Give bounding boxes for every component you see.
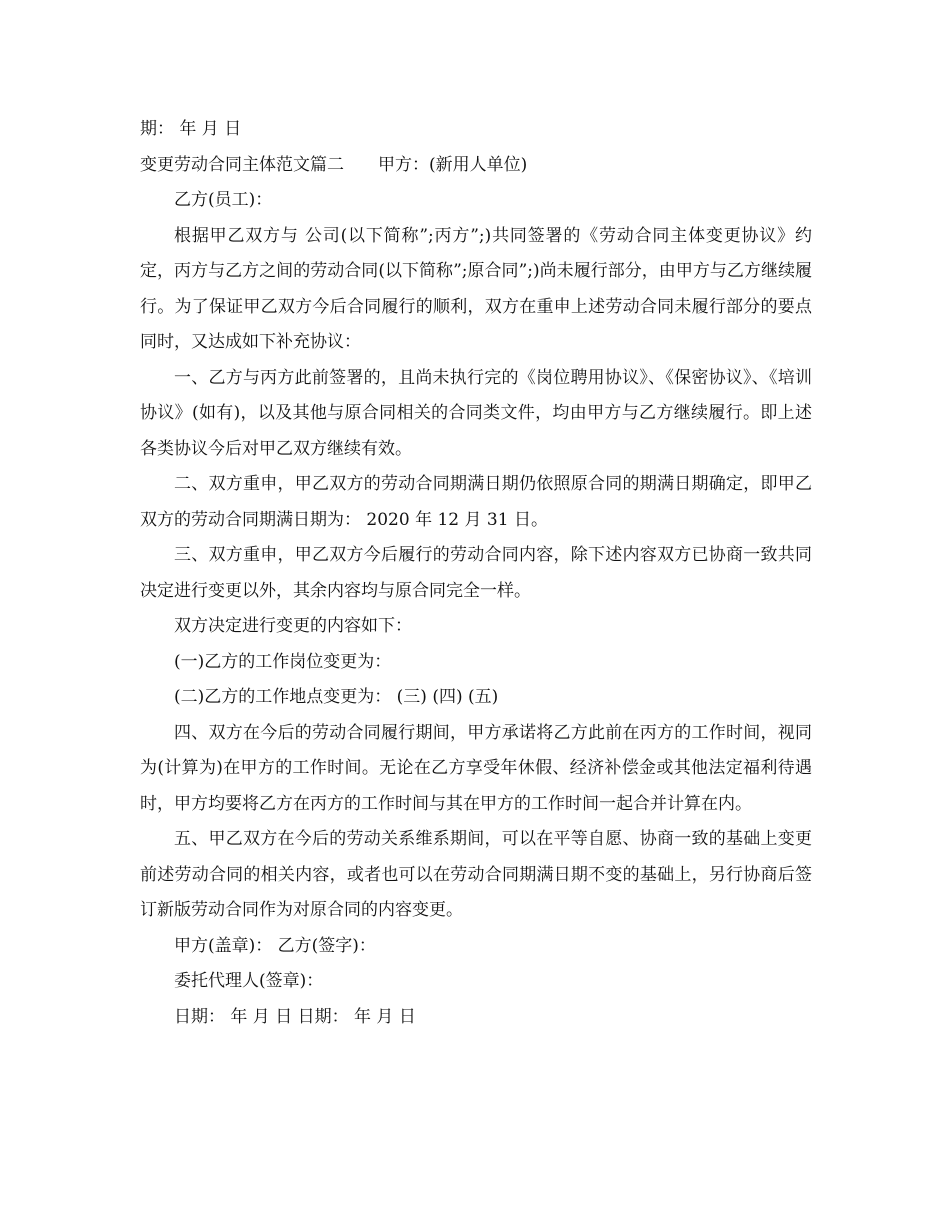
change-item-position: (一)乙方的工作岗位变更为： — [174, 651, 392, 672]
clause-four: 四、双方在今后的劳动合同履行期间，甲方承诺将乙方此前在丙方的工作时间，视同为(计算为)在甲方的工作时间。无论在乙方享受年休假、经济补偿金或其他法定福利待遇时，甲方均要将乙方在丙方的工作时间与其在甲方的工作时间一起合并计算在内。 — [140, 722, 812, 814]
clause-two: 二、双方重申，甲乙双方的劳动合同期满日期仍依照原合同的期满日期确定，即甲乙双方的劳动合同期满日期为： 2020 年 12 月 31 日。 — [140, 474, 812, 530]
signature-line-parties: 甲方(盖章)： 乙方(签字)： — [174, 935, 376, 956]
section-title-party-a: 变更劳动合同主体范文篇二 甲方：(新用人单位) — [140, 154, 528, 175]
change-content-intro: 双方决定进行变更的内容如下： — [174, 616, 412, 636]
signature-line-agent: 委托代理人(签章)： — [174, 971, 324, 991]
date-line-bottom: 日期： 年 月 日 日期： 年 月 日 — [174, 1006, 416, 1027]
date-line-top: 期： 年 月 日 — [140, 119, 242, 139]
clause-five: 五、甲乙双方在今后的劳动关系维系期间，可以在平等自愿、协商一致的基础上变更前述劳动合同的相关内容，或者也可以在劳动合同期满日期不变的基础上，另行协商后签订新版劳动合同作为对原合同的内容变更。 — [140, 829, 812, 920]
party-b-label: 乙方(员工)： — [174, 190, 273, 210]
clause-one: 一、乙方与丙方此前签署的，且尚未执行完的《岗位聘用协议》、《保密协议》、《培训协议》(如有)，以及其他与原合同相关的合同类文件，均由甲方与乙方继续履行。即上述各类协议今后对甲乙双方继续有效。 — [140, 367, 812, 459]
document-body — [140, 112, 812, 1035]
change-item-location: (二)乙方的工作地点变更为： (三) (四) (五) — [174, 687, 499, 707]
clause-three: 三、双方重申，甲乙双方今后履行的劳动合同内容，除下述内容双方已协商一致共同决定进行变更以外，其余内容均与原合同完全一样。 — [140, 545, 812, 601]
preamble-paragraph: 根据甲乙双方与 公司(以下简称”;丙方”;)共同签署的《劳动合同主体变更协议》约定，丙方与乙方之间的劳动合同(以下简称”;原合同”;)尚未履行部分，由甲方与乙方继续履行。为了保证甲乙双方今后合同履行的顺利，双方在重申上述劳动合同未履行部分的要点同时，又达成如下补充协议： — [140, 225, 812, 352]
